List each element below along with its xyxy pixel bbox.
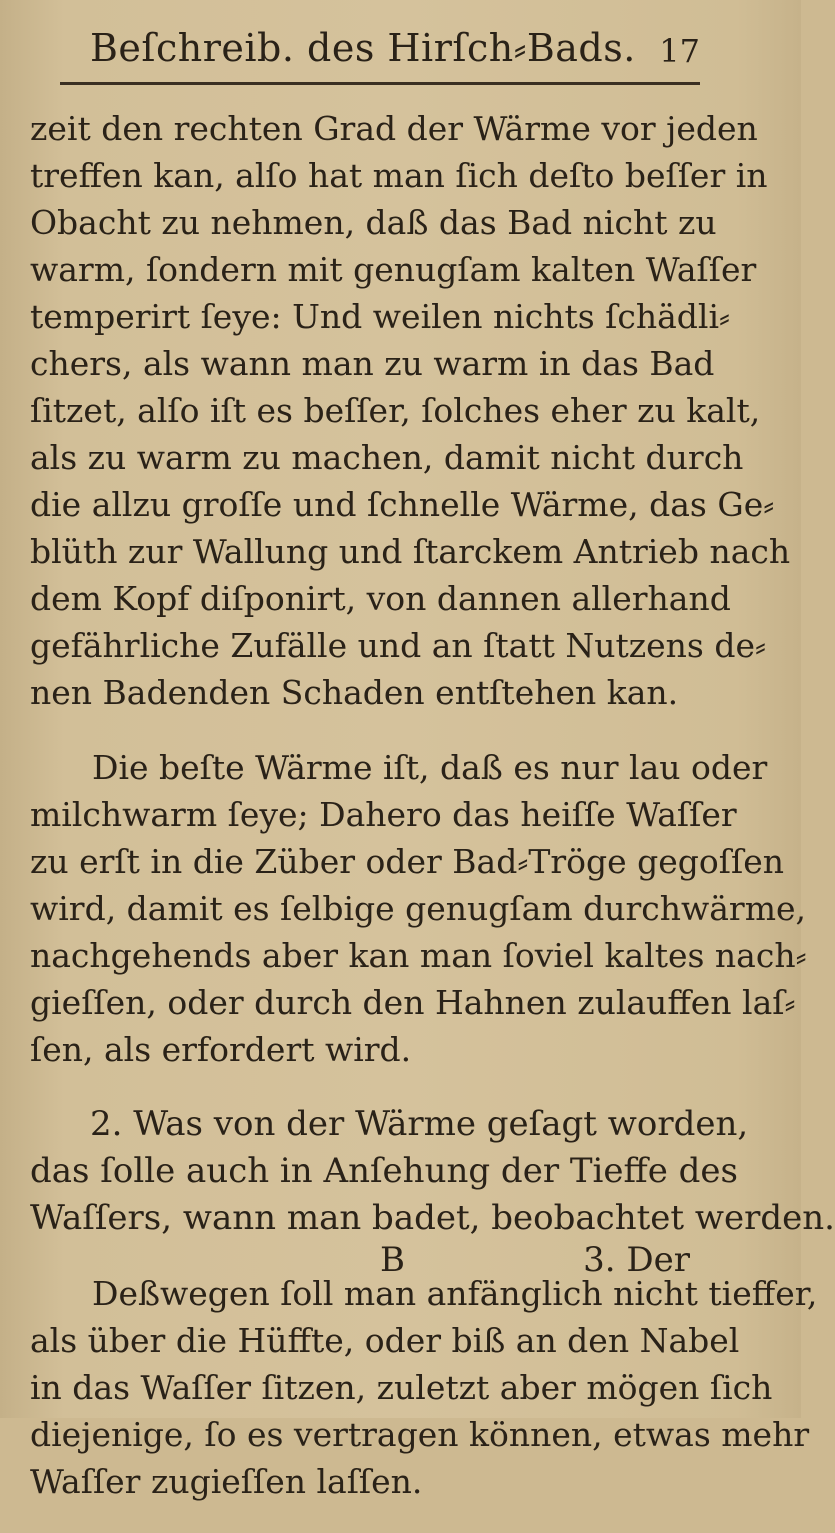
text-line: Waſſer zugieſſen laſſen. (30, 1462, 423, 1501)
text-line: nen Badenden Schaden entſtehen kan. (30, 673, 679, 712)
paragraph (30, 1270, 818, 1505)
text-line: ſen, als erfordert wird. (30, 1030, 412, 1069)
page-number: 17 (659, 32, 700, 70)
page-footer (30, 1240, 710, 1300)
catchword: 3. Der (583, 1240, 690, 1280)
text-line: temperirt ſeye: Und weilen nichts ſchädli⸗ (30, 297, 731, 336)
body-text (30, 105, 835, 1533)
text-line: treffen kan, alſo hat man ſich deſto beſſer in (30, 156, 768, 195)
text-line: diejenige, ſo es vertragen können, etwas mehr (30, 1415, 810, 1454)
text-line: ſitzet, alſo iſt es beſſer, ſolches eher zu kalt, (30, 391, 761, 430)
text-line: chers, als wann man zu warm in das Bad (30, 344, 715, 383)
paragraph (30, 105, 791, 716)
header-rule (60, 82, 700, 85)
text-line: Deßwegen ſoll man anfänglich nicht tieffer, (92, 1274, 818, 1313)
text-line: als über die Hüffte, oder biß an den Nabel (30, 1321, 740, 1360)
section-heading (30, 1101, 835, 1242)
text-line: gieſſen, oder durch den Hahnen zulauffen laſ⸗ (30, 983, 796, 1022)
text-line: die allzu groſſe und ſchnelle Wärme, das Ge⸗ (30, 485, 775, 524)
text-line: als zu warm zu machen, damit nicht durch (30, 438, 744, 477)
text-line: Obacht zu nehmen, daß das Bad nicht zu (30, 203, 717, 242)
text-line: wird, damit es ſelbige genugſam durchwärme, (30, 889, 806, 928)
text-line: 2. Was von der Wärme geſagt worden, (90, 1104, 749, 1144)
text-line: blüth zur Wallung und ſtarckem Antrieb nach (30, 532, 791, 571)
text-line: zeit den rechten Grad der Wärme vor jeden (30, 109, 758, 148)
text-line: Waſſers, wann man badet, beobachtet werden. (30, 1198, 835, 1238)
text-line: nachgehends aber kan man ſoviel kaltes nach⸗ (30, 936, 807, 975)
running-head: Beſchreib. des Hirſch⸗Bads. (90, 26, 636, 70)
text-line: gefährliche Zufälle und an ſtatt Nutzens de⸗ (30, 626, 766, 665)
text-line: milchwarm ſeye; Dahero das heiſſe Waſſer (30, 795, 737, 834)
signature-mark: B (380, 1240, 405, 1280)
paragraph (30, 744, 807, 1073)
page-header (60, 18, 700, 80)
text-line: Die beſte Wärme iſt, daß es nur lau oder (92, 748, 768, 787)
text-line: warm, ſondern mit genugſam kalten Waſſer (30, 250, 757, 289)
text-line: zu erſt in die Züber oder Bad⸗Tröge gegoſſen (30, 842, 784, 881)
text-line: das ſolle auch in Anſehung der Tieffe des (30, 1151, 738, 1191)
text-line: in das Waſſer ſitzen, zuletzt aber mögen ſich (30, 1368, 773, 1407)
text-line: dem Kopf diſponirt, von dannen allerhand (30, 579, 731, 618)
